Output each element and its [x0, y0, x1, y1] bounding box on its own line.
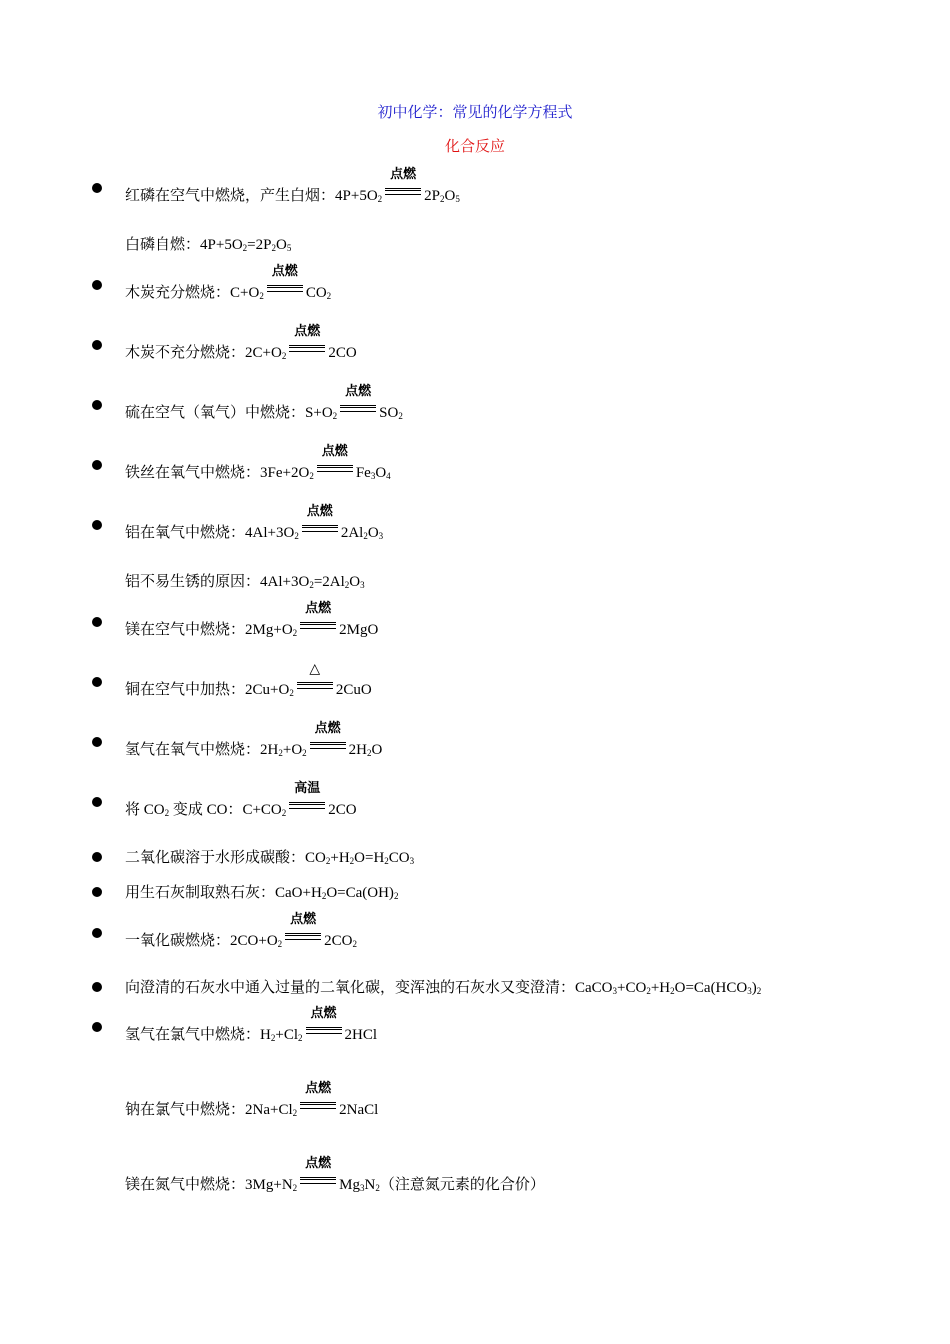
reaction-description: 用生石灰制取熟石灰：	[125, 885, 276, 901]
bullet-icon	[92, 340, 102, 350]
equation-line	[125, 324, 357, 365]
equation-products: 2HCl	[344, 1027, 378, 1043]
equation-products: $2H_2O$	[348, 742, 383, 758]
equals-sign	[297, 682, 333, 689]
equation-line	[125, 444, 391, 485]
equation-line	[125, 384, 403, 425]
equation-line	[125, 1081, 379, 1122]
reaction-description: 红磷在空气中燃烧，产生白烟：	[125, 188, 336, 204]
page-title: 初中化学：常见的化学方程式	[377, 103, 573, 121]
reaction-description: 氢气在氯气中燃烧：	[125, 1027, 261, 1043]
equation-reactants: $2CO+O_2$	[230, 933, 283, 949]
equals-sign	[300, 1102, 336, 1109]
equation-line	[125, 661, 372, 702]
reaction-condition-sign	[296, 661, 334, 694]
reaction-description: 木炭充分燃烧：	[125, 285, 231, 301]
reaction-condition: 点燃	[271, 264, 298, 279]
reaction-condition-sign	[299, 1156, 337, 1189]
reaction-condition: 点燃	[305, 1081, 332, 1096]
equation-reactants: $S+O_2$	[305, 405, 338, 421]
reaction-condition: 点燃	[390, 167, 417, 182]
equation-reactants: $C+CO_2$	[242, 802, 287, 818]
equals-sign	[385, 188, 421, 195]
equation-line	[125, 912, 357, 953]
equation-products: 2MgO	[339, 622, 379, 638]
reaction-description: 铁丝在氧气中燃烧：	[125, 465, 261, 481]
equation-reactants: $H_2+Cl_2$	[260, 1027, 303, 1043]
reaction-condition-sign	[284, 912, 322, 945]
equation-line	[125, 569, 365, 594]
bullet-icon	[92, 1022, 102, 1032]
reaction-condition: 点燃	[294, 324, 321, 339]
reaction-description: 木炭不充分燃烧：	[125, 345, 246, 361]
chemical-equation: $CaO+H_2O=Ca(OH)_2$	[275, 885, 399, 901]
equation-reactants: $4P+5O_2$	[335, 188, 383, 204]
reaction-description: 铝不易生锈的原因：	[125, 574, 261, 590]
reaction-condition: 点燃	[290, 912, 317, 927]
equation-reactants: $2Na+Cl_2$	[245, 1102, 298, 1118]
equation-products: $2Al_2O_3$	[340, 525, 384, 541]
equals-sign	[317, 465, 353, 472]
chemical-equation: $4P+5O_2=2P_2O_5$	[200, 237, 292, 253]
equation-products: $Fe_3O_4$	[355, 465, 391, 481]
equals-sign	[302, 525, 338, 532]
equation-products: $2P_2O_5$	[424, 188, 460, 204]
equation-line	[125, 721, 383, 762]
reaction-condition-sign	[288, 324, 326, 357]
reaction-condition: 点燃	[306, 504, 333, 519]
reaction-condition-sign	[299, 601, 337, 634]
bullet-icon	[92, 982, 102, 992]
reaction-description: 一氧化碳燃烧：	[125, 933, 231, 949]
bullet-icon	[92, 400, 102, 410]
reaction-condition: 点燃	[314, 721, 341, 736]
reaction-condition: 点燃	[305, 601, 332, 616]
heat-triangle-icon: △	[309, 661, 321, 677]
equals-sign	[340, 405, 376, 412]
reaction-description: 白磷自燃：	[125, 237, 201, 253]
equals-sign	[300, 1177, 336, 1184]
reaction-description: 向澄清的石灰水中通入过量的二氧化碳，变浑浊的石灰水又变澄清：	[125, 980, 576, 996]
reaction-condition: 点燃	[321, 444, 348, 459]
equation-line	[125, 601, 379, 642]
equation-products: $2CO_2$	[324, 933, 357, 949]
equation-reactants: $2Mg+O_2$	[245, 622, 298, 638]
bullet-icon	[92, 887, 102, 897]
equals-sign	[306, 1027, 342, 1034]
reaction-condition-sign	[309, 721, 347, 754]
equation-reactants: $4Al+3O_2$	[245, 525, 299, 541]
equation-reactants: $2C+O_2$	[245, 345, 287, 361]
reaction-condition: 点燃	[305, 1156, 332, 1171]
reaction-description: 将 $CO_2$ 变成 CO：	[125, 802, 243, 818]
equation-line	[125, 781, 357, 822]
section-heading: 化合反应	[444, 137, 505, 155]
bullet-icon	[92, 797, 102, 807]
reaction-description: 硫在空气（氧气）中燃烧：	[125, 405, 306, 421]
chemical-equation: $CaCO_3+CO_2+H_2O=Ca(HCO_3)_2$	[575, 980, 762, 996]
equation-note: （注意氮元素的化合价）	[379, 1175, 545, 1193]
equals-sign	[300, 622, 336, 629]
bullet-icon	[92, 737, 102, 747]
reaction-description: 镁在空气中燃烧：	[125, 622, 246, 638]
reaction-condition-sign	[316, 444, 354, 477]
bullet-icon	[92, 852, 102, 862]
reaction-condition: 点燃	[345, 384, 372, 399]
equation-line	[125, 1006, 378, 1047]
bullet-icon	[92, 520, 102, 530]
reaction-condition-sign	[288, 781, 326, 814]
equals-sign	[285, 933, 321, 940]
reaction-condition-sign	[299, 1081, 337, 1114]
equation-products: 2CuO	[335, 682, 372, 698]
equation-line	[125, 264, 332, 305]
bullet-icon	[92, 928, 102, 938]
equation-reactants: $3Mg+N_2$	[245, 1177, 298, 1193]
chemical-equation: $CO_2+H_2O=H_2CO_3$	[305, 850, 415, 866]
equation-line	[125, 1156, 545, 1197]
reaction-condition-sign	[301, 504, 339, 537]
reaction-condition-sign	[339, 384, 377, 417]
equation-products: 2CO	[328, 345, 357, 361]
bullet-icon	[92, 183, 102, 193]
equation-line	[125, 880, 398, 905]
equation-reactants: $2Cu+O_2$	[245, 682, 294, 698]
equation-products: $SO_2$	[379, 405, 403, 421]
bullet-icon	[92, 617, 102, 627]
equals-sign	[310, 742, 346, 749]
reaction-description: 镁在氮气中燃烧：	[125, 1177, 246, 1193]
equation-line	[125, 504, 384, 545]
equation-products: 2CO	[328, 802, 357, 818]
equation-products: $CO_2$	[305, 285, 332, 301]
equation-products: 2NaCl	[339, 1102, 379, 1118]
chemical-equation: $4Al+3O_2=2Al_2O_3$	[260, 574, 365, 590]
equation-reactants: $2H_2+O_2$	[260, 742, 307, 758]
reaction-condition: 点燃	[310, 1006, 337, 1021]
reaction-condition-sign	[384, 167, 422, 200]
equation-line	[125, 232, 291, 257]
equation-line	[125, 167, 460, 208]
equation-products: $Mg_3N_2$	[339, 1177, 380, 1193]
reaction-description: 二氧化碳溶于水形成碳酸：	[125, 850, 306, 866]
reaction-condition-sign	[305, 1006, 343, 1039]
reaction-description: 钠在氯气中燃烧：	[125, 1102, 246, 1118]
reaction-description: 铜在空气中加热：	[125, 682, 246, 698]
reaction-description: 氢气在氧气中燃烧：	[125, 742, 261, 758]
equation-line	[125, 975, 761, 1000]
equals-sign	[267, 285, 303, 292]
reaction-description: 铝在氧气中燃烧：	[125, 525, 246, 541]
reaction-condition-sign	[266, 264, 304, 297]
bullet-icon	[92, 460, 102, 470]
bullet-icon	[92, 280, 102, 290]
equation-reactants: $C+O_2$	[230, 285, 264, 301]
equation-reactants: $3Fe+2O_2$	[260, 465, 314, 481]
equals-sign	[289, 802, 325, 809]
reaction-condition: 高温	[294, 781, 321, 796]
equation-line	[125, 845, 414, 870]
bullet-icon	[92, 677, 102, 687]
equals-sign	[289, 345, 325, 352]
